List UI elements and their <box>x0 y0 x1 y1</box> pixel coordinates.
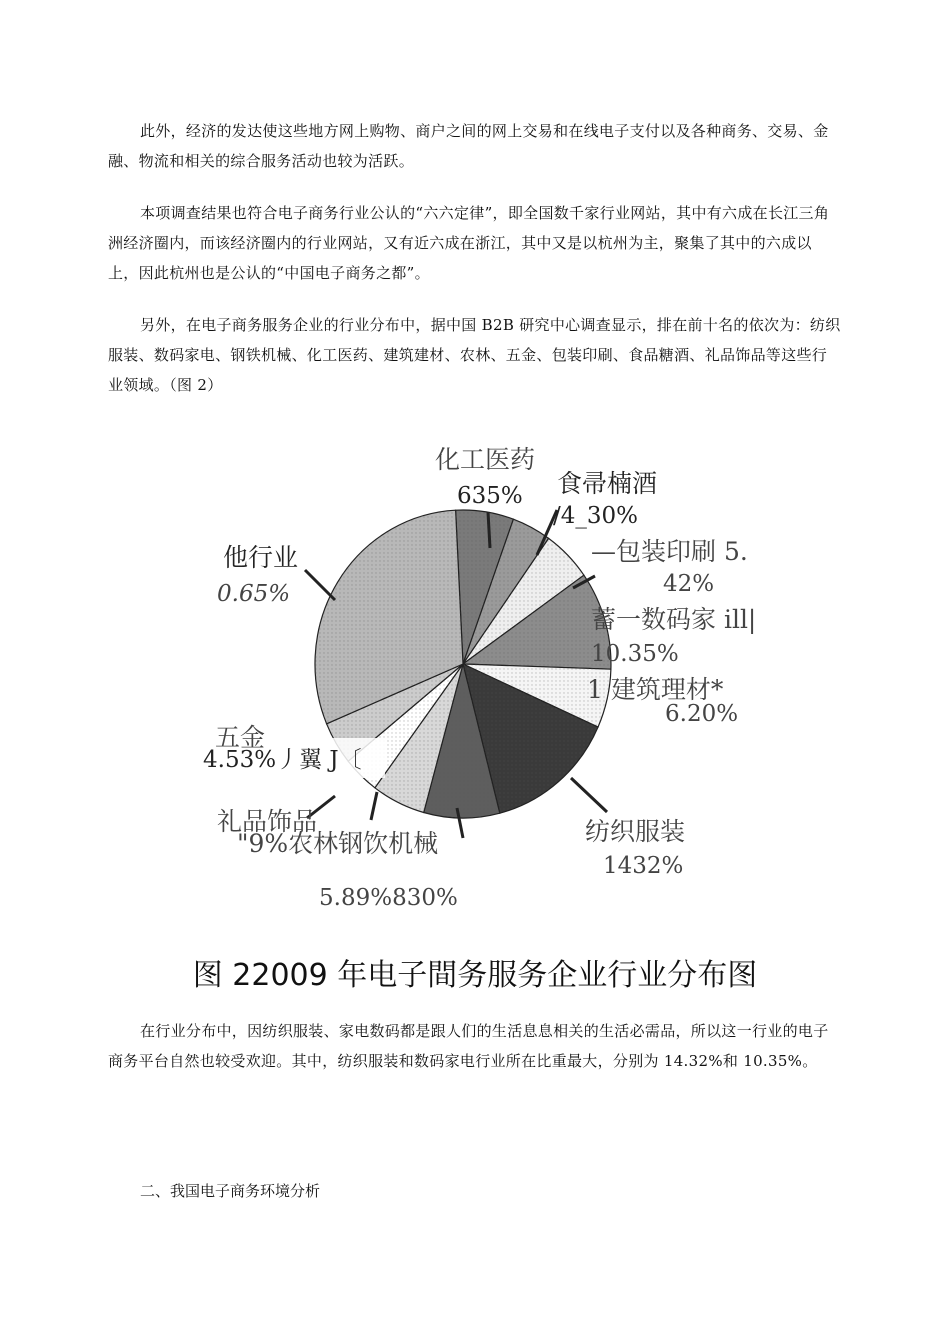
label-chem-value: 635% <box>457 483 523 509</box>
label-hardware-value: 4.53%丿翼 J〔 <box>203 747 362 773</box>
label-pack-value: 42% <box>663 571 715 597</box>
label-other-name: 他行业 <box>223 543 299 572</box>
paragraph-2: 本项调查结果也符合电子商务行业公认的“六六定律”，即全国数千家行业网站，其中有六成在长江三角洲经济圈内，而该经济圈内的行业网站，又有近六成在浙江，其中又是以杭州为主，聚集了其中的六成以上，因此杭州也是公认的“中国电子商务之都”。 <box>108 204 830 282</box>
label-agri-steel-name: "9%农林钢饮机械 <box>237 829 439 858</box>
paragraph-4: 在行业分布中，因纺织服装、家电数码都是跟人们的生活息息相关的生活必需品，所以这一行业的电子商务平台自然也较受欢迎。其中，纺织服装和数码家电行业所在比重最大，分别为 14.32%和 10.35%。 <box>108 1022 829 1070</box>
label-textile-name: 纺织服装 <box>585 817 686 846</box>
pie-chart <box>195 440 775 920</box>
label-hardware-name: 五金 <box>215 723 266 752</box>
label-build-name: 1 建筑理材* <box>587 675 724 704</box>
label-other-value: 0.65% <box>217 581 291 607</box>
label-chem-name: 化工医药 <box>435 445 536 474</box>
leader-line-agri <box>371 792 377 820</box>
label-food-value: /4_30% <box>553 503 639 529</box>
label-digital-value: 10.35% <box>591 641 679 667</box>
section-heading: 二、我国电子商务环境分析 <box>140 1182 321 1200</box>
label-gift-name: 礼品饰品 <box>217 807 318 836</box>
paragraph-3: 另外，在电子商务服务企业的行业分布中，据中国 B2B 研究中心调查显示，排在前十名的依次为：纺织服装、数码家电、钢铁机械、化工医药、建筑建材、农林、五金、包装印刷、食品糖酒、礼品饰品等这些行业领域。（图 2） <box>108 316 841 394</box>
label-textile-value: 1432% <box>603 853 684 879</box>
label-build-value: 6.20% <box>665 701 739 727</box>
figure-caption: 图 22009 年电子間务服务企业行业分布图 <box>192 958 758 993</box>
leader-line-chem <box>488 512 490 548</box>
label-pack-name: —包装印刷 5. <box>591 537 748 566</box>
leader-line-textile <box>571 778 607 812</box>
label-food-name: 食帚楠酒 <box>557 469 658 498</box>
paragraph-1: 此外，经济的发达使这些地方网上购物、商户之间的网上交易和在线电子支付以及各种商务、交易、金融、物流和相关的综合服务活动也较为活跃。 <box>108 122 829 170</box>
label-agri-steel-value: 5.89%830% <box>319 885 458 911</box>
leader-line-other <box>305 570 335 600</box>
label-digital-name: 蓄一数码家 ill| <box>591 605 757 634</box>
